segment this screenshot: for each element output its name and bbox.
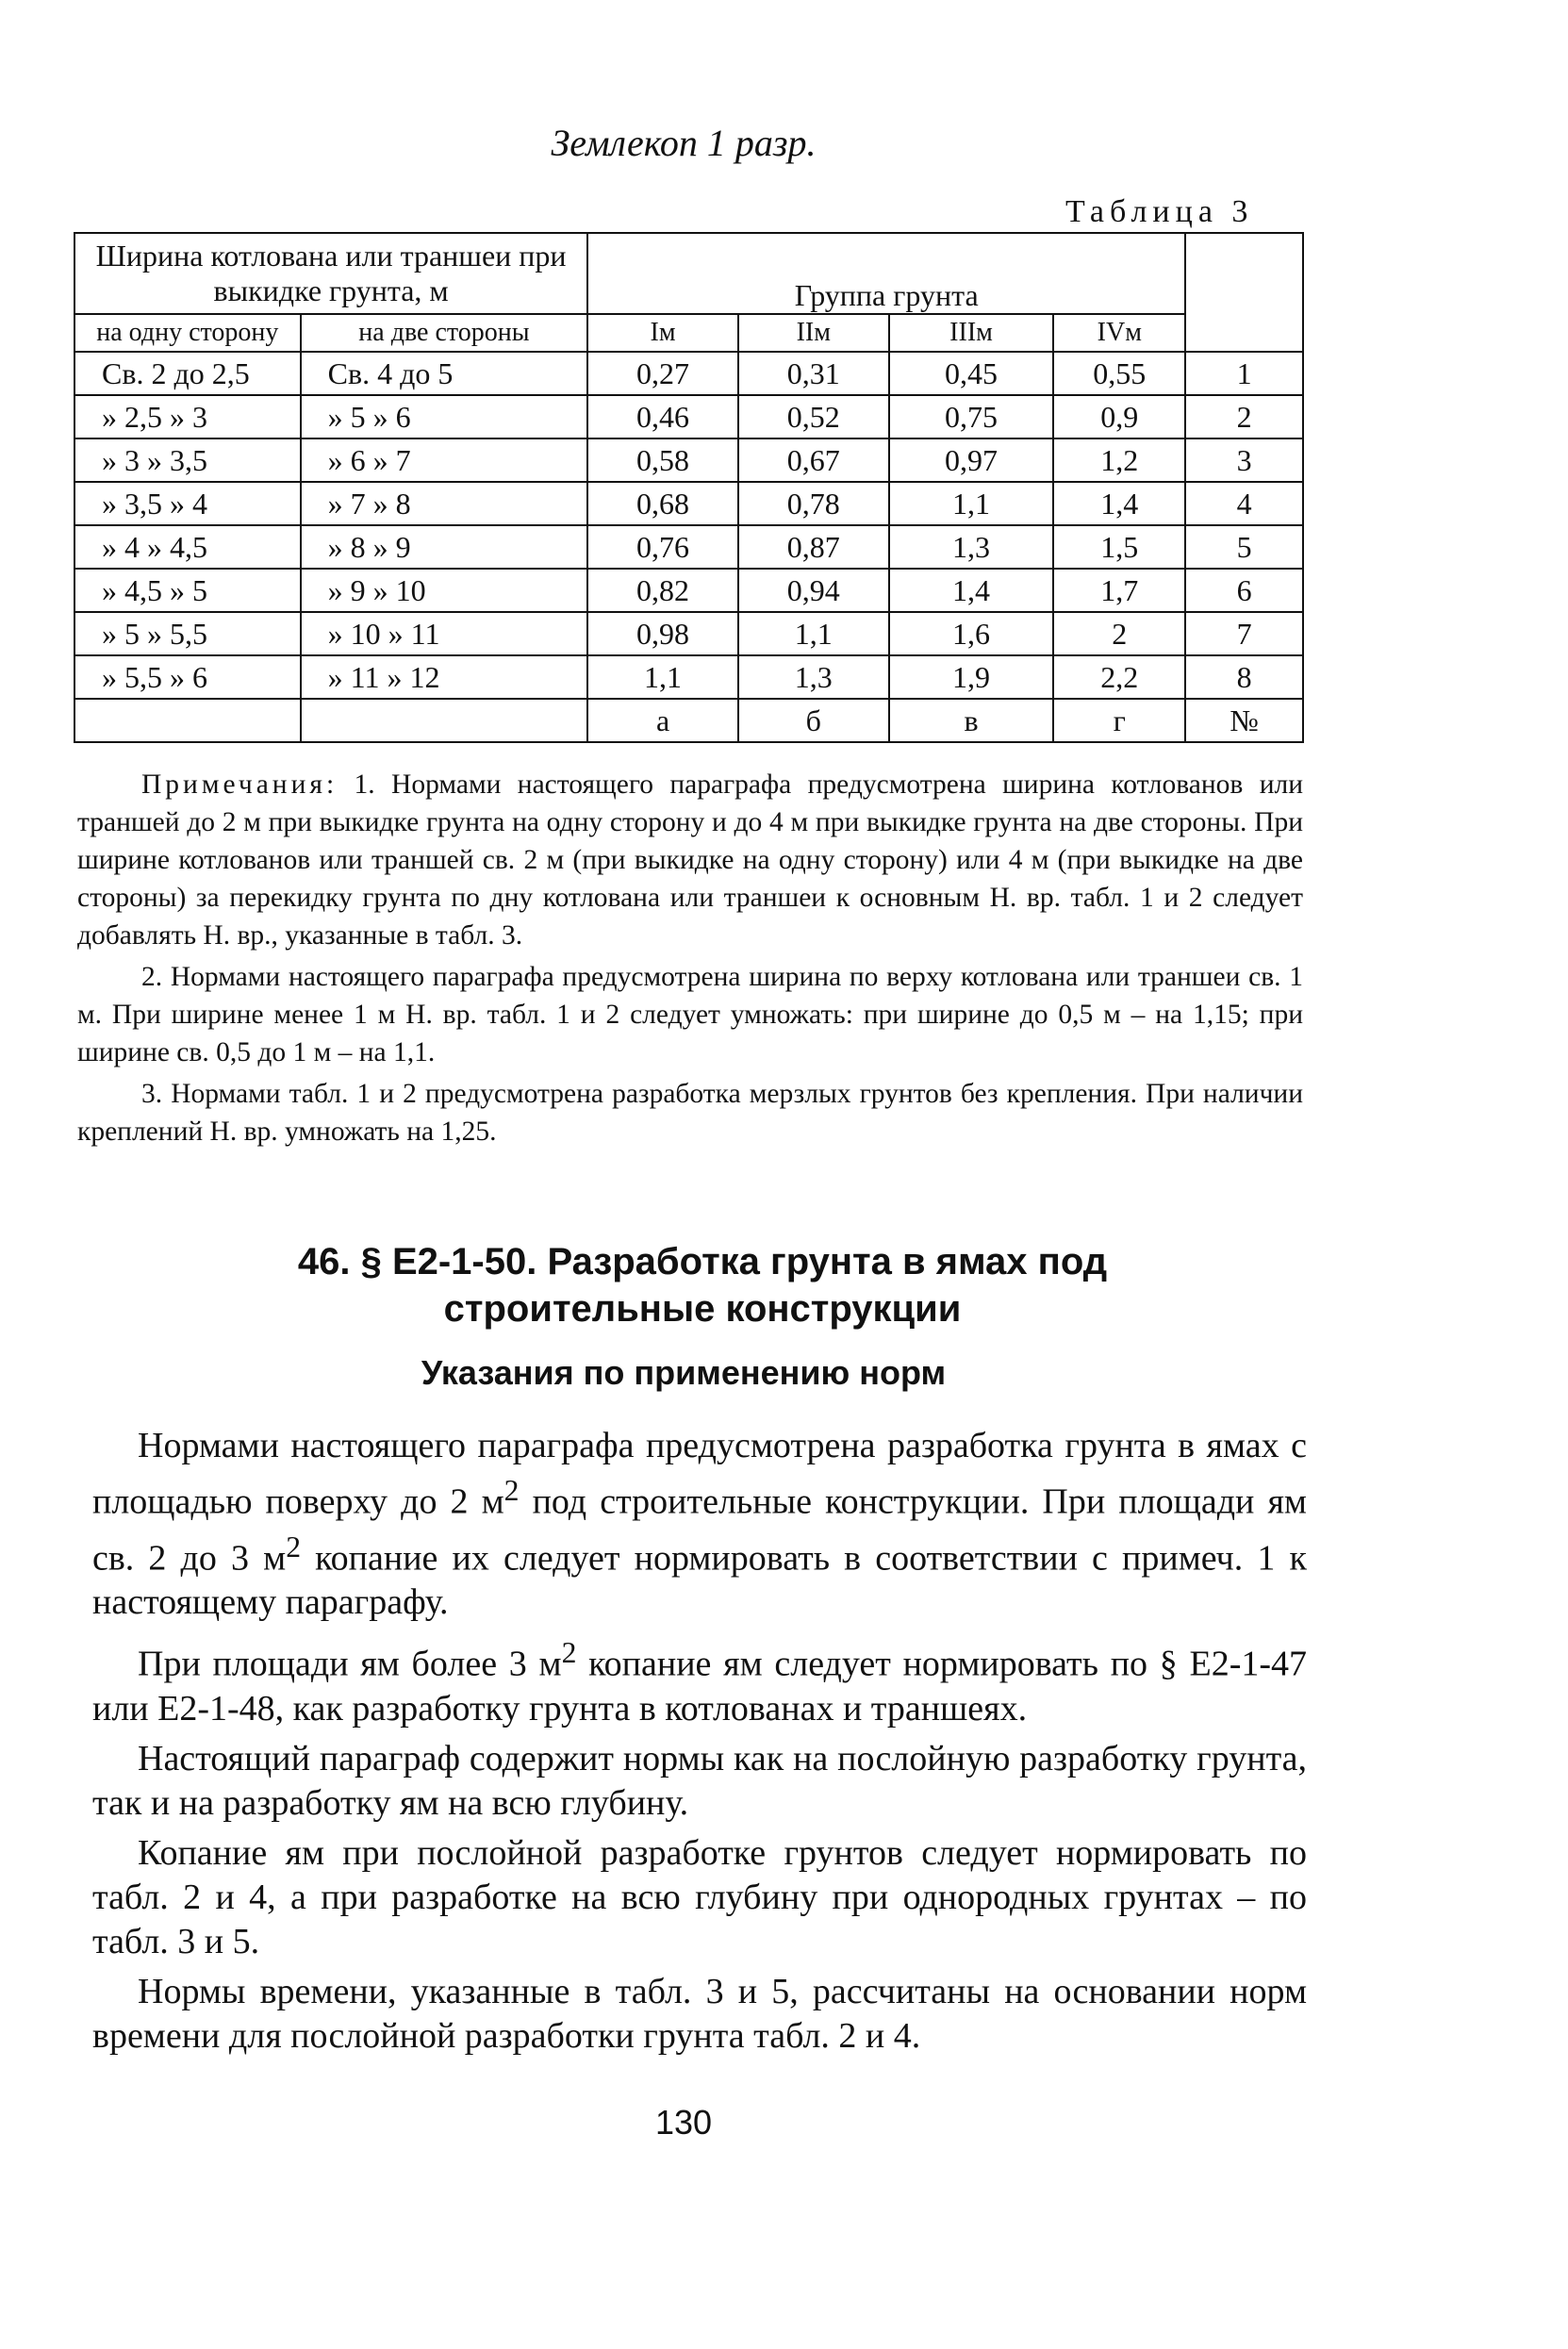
header-one-side: на одну сторону (74, 314, 301, 352)
row-number: 5 (1185, 525, 1303, 569)
row-value-group-3: 1,6 (889, 612, 1054, 655)
row-number: 4 (1185, 482, 1303, 525)
col-letter-b: б (738, 699, 889, 742)
superscript-2: 2 (561, 1636, 577, 1670)
row-value-group-2: 1,3 (738, 655, 889, 699)
row-value-group-3: 0,75 (889, 395, 1054, 438)
table-row (74, 482, 1303, 525)
notes-label: Примечания: (141, 769, 338, 800)
paragraph-2-part-b: копание ям следует нормировать по § Е2-1-47 или Е2-1-48, как разработку грунта в котлованах и траншеях. (92, 1644, 1307, 1729)
superscript-2: 2 (286, 1530, 302, 1563)
header-group-3: IIIм (889, 314, 1054, 352)
row-value-group-2: 1,1 (738, 612, 889, 655)
col-number-sign: № (1185, 699, 1303, 742)
table-subheader-row (74, 314, 1303, 352)
row-value-group-4: 1,2 (1053, 438, 1185, 482)
row-value-group-4: 1,7 (1053, 569, 1185, 612)
table-row (74, 395, 1303, 438)
header-width: Ширина котлована или траншеи при выкидке грунта, м (74, 233, 587, 314)
row-width-one-side: Св. 2 до 2,5 (74, 352, 301, 395)
row-value-group-4: 0,55 (1053, 352, 1185, 395)
row-width-one-side: » 4,5 » 5 (74, 569, 301, 612)
row-value-group-4: 0,9 (1053, 395, 1185, 438)
row-value-group-2: 0,87 (738, 525, 889, 569)
table-row (74, 525, 1303, 569)
row-width-two-sides: » 6 » 7 (301, 438, 588, 482)
row-value-group-4: 2 (1053, 612, 1185, 655)
row-number: 8 (1185, 655, 1303, 699)
header-group-1: Iм (587, 314, 738, 352)
row-value-group-3: 0,45 (889, 352, 1054, 395)
table-letter-row (74, 699, 1303, 742)
row-value-group-2: 0,52 (738, 395, 889, 438)
header-group-4: IVм (1053, 314, 1185, 352)
body-text (92, 1424, 1307, 2064)
row-width-two-sides: » 5 » 6 (301, 395, 588, 438)
row-width-two-sides: » 7 » 8 (301, 482, 588, 525)
col-letter-g: г (1053, 699, 1185, 742)
table-label: Таблица 3 (1065, 194, 1254, 229)
row-width-one-side: » 4 » 4,5 (74, 525, 301, 569)
row-number: 7 (1185, 612, 1303, 655)
row-value-group-4: 2,2 (1053, 655, 1185, 699)
col-letter-a: а (587, 699, 738, 742)
header-group: Группа грунта (587, 233, 1185, 314)
sub-title: Указания по применению норм (421, 1353, 947, 1392)
table-header-row (74, 233, 1303, 314)
paragraph-2-part-a: При площади ям более 3 м (138, 1644, 562, 1684)
paragraph-1-part-b: под строительные конструкции. При площади ям св. 2 до 3 м (92, 1481, 1307, 1579)
row-value-group-4: 1,5 (1053, 525, 1185, 569)
page-number: 130 (654, 2103, 713, 2142)
table-row (74, 612, 1303, 655)
row-width-one-side: » 5,5 » 6 (74, 655, 301, 699)
row-value-group-3: 0,97 (889, 438, 1054, 482)
section-title: 46. § Е2-1-50. Разработка грунта в ямах под строительные конструкции (297, 1241, 1108, 1330)
row-value-group-2: 0,67 (738, 438, 889, 482)
row-value-group-2: 0,78 (738, 482, 889, 525)
row-width-one-side: » 3,5 » 4 (74, 482, 301, 525)
row-value-group-3: 1,4 (889, 569, 1054, 612)
paragraph-1 (92, 1424, 1307, 1625)
row-value-group-1: 0,58 (587, 438, 738, 482)
col-letter-v: в (889, 699, 1054, 742)
header-two-sides: на две стороны (301, 314, 588, 352)
row-value-group-1: 0,98 (587, 612, 738, 655)
row-value-group-3: 1,9 (889, 655, 1054, 699)
table-row (74, 352, 1303, 395)
row-value-group-3: 1,1 (889, 482, 1054, 525)
superscript-2: 2 (503, 1474, 520, 1507)
row-value-group-1: 0,27 (587, 352, 738, 395)
row-width-two-sides: » 8 » 9 (301, 525, 588, 569)
table-row (74, 438, 1303, 482)
note-1 (77, 766, 1303, 954)
row-width-one-side: » 2,5 » 3 (74, 395, 301, 438)
row-width-two-sides: » 11 » 12 (301, 655, 588, 699)
paragraph-1-part-c: копание их следует нормировать в соответствии с примеч. 1 к настоящему параграфу. (92, 1538, 1307, 1623)
letter-blank-1 (74, 699, 301, 742)
row-value-group-1: 0,82 (587, 569, 738, 612)
letter-blank-2 (301, 699, 588, 742)
row-value-group-2: 0,31 (738, 352, 889, 395)
paragraph-1-part-a: Нормами настоящего параграфа предусмотрена разработка грунта в ямах с площадью поверху до 2 м (92, 1426, 1307, 1522)
header-number-blank (1185, 233, 1303, 352)
note-3: 3. Нормами табл. 1 и 2 предусмотрена разработка мерзлых грунтов без крепления. При наличии креплений Н. вр. умножать на 1,25. (77, 1079, 1303, 1147)
table-row (74, 655, 1303, 699)
row-number: 1 (1185, 352, 1303, 395)
row-width-two-sides: » 9 » 10 (301, 569, 588, 612)
note-2: 2. Нормами настоящего параграфа предусмотрена ширина по верху котлована или траншеи св. 1 м. При ширине менее 1 м Н. вр. табл. 1 и 2 следует умножать: при ширине до 0,5 м – на 1,15; при ширине св. 0,5 до 1 м – на 1,1. (77, 962, 1303, 1067)
row-number: 6 (1185, 569, 1303, 612)
running-head: Землекоп 1 разр. (551, 122, 817, 164)
paragraph-4: Копание ям при послойной разработке грунтов следует нормировать по табл. 2 и 4, а при разработке на всю глубину при однородных грунтах – по табл. 3 и 5. (92, 1832, 1307, 1961)
row-value-group-1: 1,1 (587, 655, 738, 699)
notes-block (77, 766, 1303, 1154)
paragraph-3: Настоящий параграф содержит нормы как на послойную разработку грунта, так и на разработку ям на всю глубину. (92, 1738, 1307, 1823)
row-value-group-1: 0,46 (587, 395, 738, 438)
row-value-group-1: 0,68 (587, 482, 738, 525)
row-width-one-side: » 3 » 3,5 (74, 438, 301, 482)
row-value-group-1: 0,76 (587, 525, 738, 569)
row-number: 3 (1185, 438, 1303, 482)
row-width-one-side: » 5 » 5,5 (74, 612, 301, 655)
row-width-two-sides: » 10 » 11 (301, 612, 588, 655)
row-value-group-3: 1,3 (889, 525, 1054, 569)
row-width-two-sides: Св. 4 до 5 (301, 352, 588, 395)
row-value-group-4: 1,4 (1053, 482, 1185, 525)
row-number: 2 (1185, 395, 1303, 438)
header-group-2: IIм (738, 314, 889, 352)
paragraph-2 (92, 1630, 1307, 1731)
row-value-group-2: 0,94 (738, 569, 889, 612)
table-body (74, 352, 1303, 699)
note-1-text: 1. Нормами настоящего параграфа предусмотрена ширина котлованов или траншей до 2 м при выкидке грунта на одну сторону и до 4 м при выкидке грунта на две стороны. При ширине котлованов или траншей св. 2 м (при выкидке на одну сторону) или 4 м (при выкидке на две стороны) за перекидку грунта по дну котлована или траншеи к основным Н. вр. табл. 1 и 2 следует добавлять Н. вр., указанные в табл. 3. (77, 769, 1303, 951)
table-row (74, 569, 1303, 612)
norm-table (74, 232, 1304, 743)
paragraph-5: Нормы времени, указанные в табл. 3 и 5, рассчитаны на основании норм времени для послойной разработки грунта табл. 2 и 4. (92, 1971, 1307, 2056)
